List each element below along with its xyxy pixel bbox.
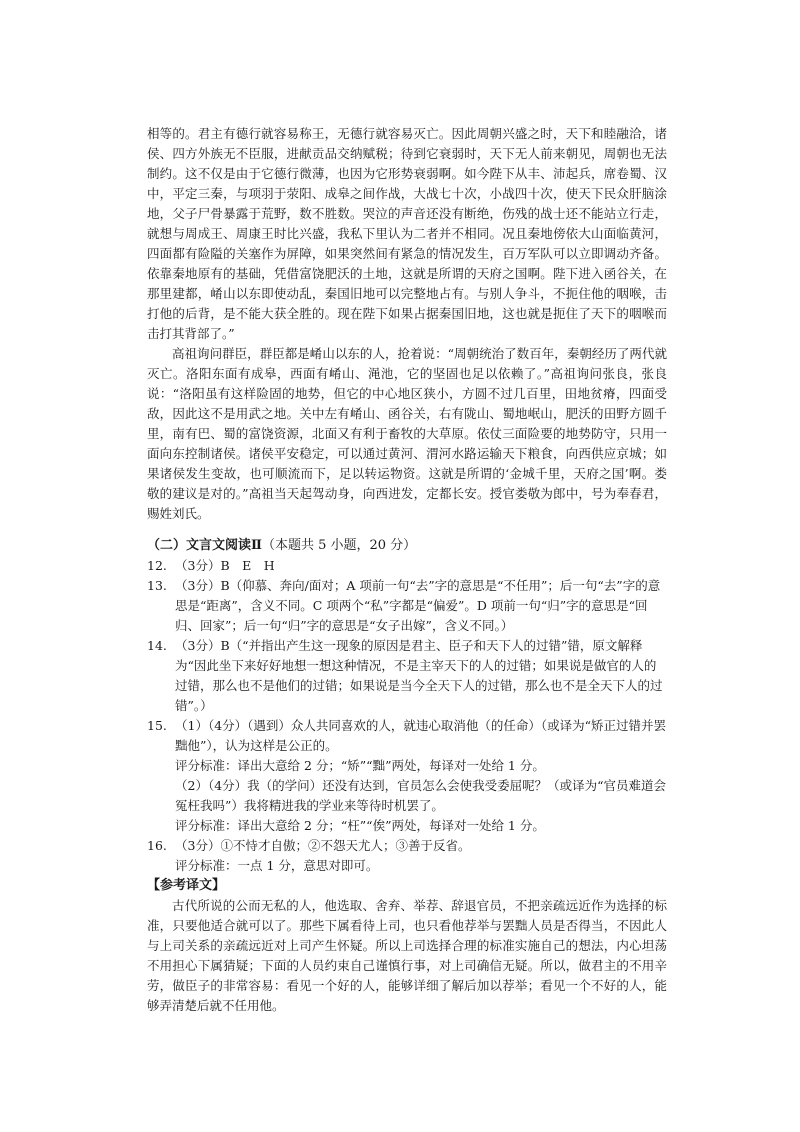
scoring-criteria: 评分标准：一点 1 分，意思对即可。	[175, 858, 379, 873]
answer-13	[147, 576, 667, 636]
translation-paragraph: 相等的。君主有德行就容易称王，无德行就容易灭亡。因此周朝兴盛之时，天下和睦融洽，诸侯、四方外族无不臣服，进献贡品交纳赋税；待到它衰弱时，天下无人前来朝见，周朝也无法制约。这不仅是由于它德行微薄，也因为它形势衰弱啊。如今陛下从丰、沛起兵，席卷蜀、汉中，平定三秦，与项羽于荥阳、成皋之间作战，大战七十次，小战四十次，使天下民众肝脑涂地，父子尸骨暴露于荒野，数不胜数。哭泣的声音还没有断绝，伤残的战士还不能站立行走，就想与周成王、周康王时比兴盛，我私下里认为二者并不相同。况且秦地傍依大山面临黄河，四面都有险隘的关塞作为屏障，如果突然间有紧急的情况发生，百万军队可以立即调动齐备。依靠秦地原有的基础，凭借富饶肥沃的土地，这就是所谓的天府之国啊。陛下进入函谷关，在那里建都，崤山以东即使动乱，秦国旧地可以完整地占有。与别人争斗，不扼住他的咽喉，击打他的后背，是不能大获全胜的。现在陛下如果占据秦国旧地，这也就是扼住了天下的咽喉而击打其背部了。”	[147, 126, 667, 341]
question-number: 13.	[147, 578, 167, 593]
question-number: 14.	[147, 638, 167, 653]
answer-text: （3分）B E H	[175, 558, 275, 573]
answer-text: （1）（4分）（遇到）众人共同喜欢的人，就违心取消他（的任命）（或译为“矫正过错并罢黜他”），认为这样是公正的。	[175, 718, 667, 753]
scoring-criteria: 评分标准：译出大意给 2 分；“枉”“俟”两处，每译对一处给 1 分。	[175, 818, 545, 833]
reference-translation-text: 古代所说的公而无私的人，他选取、舍弃、举荐、辞退官员，不把亲疏远近作为选择的标准，只要他适合就可以了。那些下属看待上司，也只看他荐举与罢黜人员是否得当，不因此人与上司关系的亲疏远近对上司产生怀疑。所以上司选择合理的标准实施自己的想法，内心坦荡不用担心下属猜疑；下面的人员约束自己谨慎行事，对上司确信无疑。所以，做君主的不用辛劳，做臣子的非常容易：看见一个好的人，能够详细了解后加以荐举；看见一个不好的人，能够弄清楚后就不任用他。	[147, 898, 667, 1013]
scoring-criteria: 评分标准：译出大意给 2 分；“矫”“黜”两处，每译对一处给 1 分。	[175, 758, 545, 773]
answer-15	[147, 716, 667, 756]
answer-16	[147, 836, 667, 856]
answer-text: （3分）B（仰慕、奔向/面对；A 项前一句“去”字的意思是“不任用”；后一句“去”字的意思是“距离”，含义不同。C 项两个“私”字都是“偏爱”。D 项前一句“归”字的意思是“回归、回家”；后一句“归”字的意思是“女子出嫁”，含义不同。）	[175, 578, 661, 633]
section-title: （二）文言文阅读Ⅱ	[147, 538, 262, 553]
question-number: 15.	[147, 718, 167, 733]
answer-text: （2）（4分）我（的学问）还没有达到，官员怎么会使我受委屈呢？（或译为“官员难道会冤枉我吗”）我将精进我的学业来等待时机罢了。	[175, 778, 667, 813]
question-number: 12.	[147, 558, 167, 573]
translation-paragraph: 高祖询问群臣，群臣都是崤山以东的人，抢着说：“周朝统治了数百年，秦朝经历了两代就灭亡。洛阳东面有成皋，西面有崤山、渑池，它的坚固也足以依赖了。”高祖询问张良，张良说：“洛阳虽有这样险固的地势，但它的中心地区狭小，方圆不过几百里，田地贫瘠，四面受敌，因此这不是用武之地。关中左有崤山、函谷关，右有陇山、蜀地岷山，肥沃的田野方圆千里，南有巴、蜀的富饶资源，北面又有利于畜牧的大草原。依仗三面险要的地势防守，只用一面向东控制诸侯。诸侯平安稳定，可以通过黄河、渭河水路运输天下粮食，向西供应京城；如果诸侯发生变故，也可顺流而下，足以转运物资。这就是所谓的‘金城千里，天府之国’啊。娄敬的建议是对的。”高祖当天起驾动身，向西进发，定都长安。授官娄敬为郎中，号为奉春君，赐姓刘氏。	[147, 346, 667, 521]
question-number: 16.	[147, 838, 167, 853]
section-note: （本题共 5 小题，20 分）	[261, 538, 417, 553]
document-page	[147, 124, 667, 1016]
answer-text: （3分）①不恃才自傲；②不怨天尤人；③善于反省。	[175, 838, 471, 853]
answer-text: （3分）B（“并指出产生这一现象的原因是君主、臣子和天下人的过错”错，原文解释为“因此坐下来好好地想一想这种情况，不是主宰天下的人的过错；如果说是做官的人的过错，那么也不是他们的过错；如果说是当今全天下人的过错，那么也不是全天下人的过错”。）	[175, 638, 663, 713]
answer-12	[147, 556, 667, 576]
section-heading	[147, 536, 667, 556]
reference-translation-title: 【参考译文】	[147, 878, 226, 893]
answer-14	[147, 636, 667, 716]
